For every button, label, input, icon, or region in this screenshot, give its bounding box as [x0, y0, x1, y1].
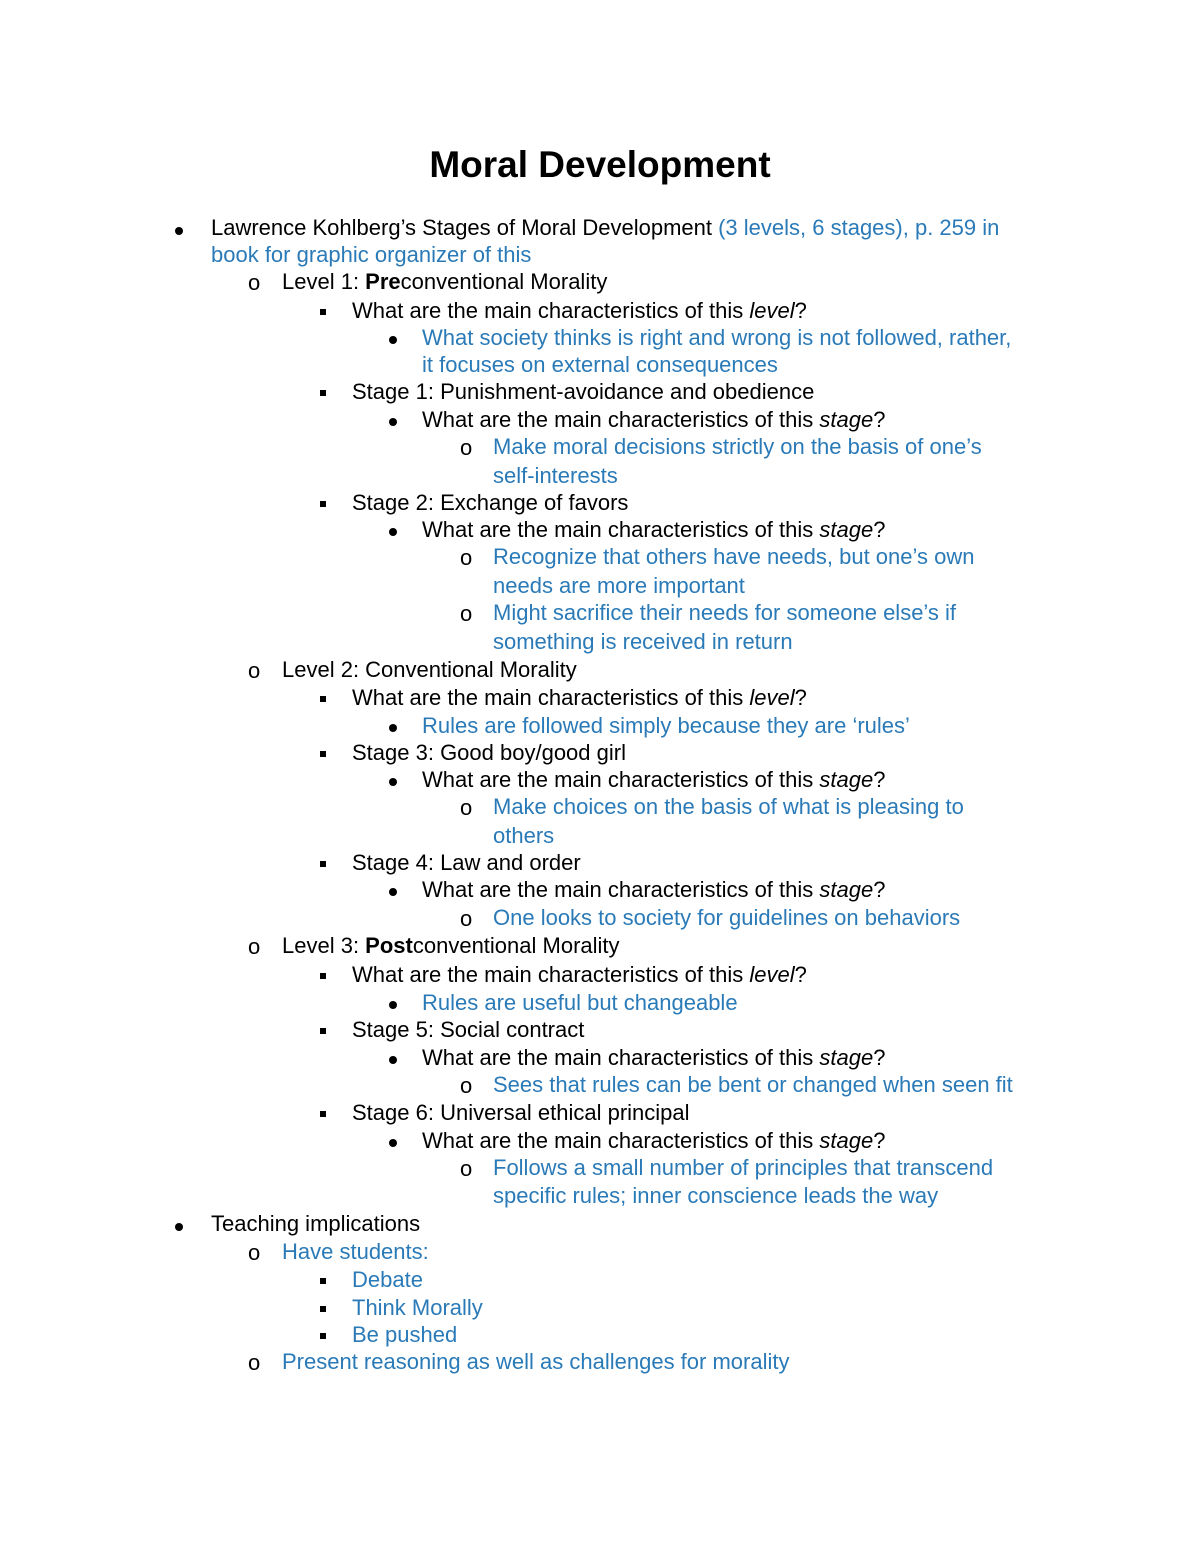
circle-bullet-icon: o	[460, 1073, 473, 1098]
level-2-question: What are the main characteristics of this level?	[352, 685, 807, 710]
level-1-answer: What society thinks is right and wrong is not followed, rather,	[422, 325, 1012, 350]
square-bullet-icon	[320, 739, 326, 767]
bullet-icon	[389, 406, 397, 434]
list-item	[211, 214, 999, 242]
stage-1-answer: Make moral decisions strictly on the basis of one’s	[493, 434, 982, 459]
present-reasoning: Present reasoning as well as challenges for morality	[282, 1349, 790, 1374]
circle-bullet-icon: o	[248, 658, 261, 683]
stage-2-answer-1: Recognize that others have needs, but one’s own	[493, 544, 975, 569]
stage-6-question: What are the main characteristics of this stage?	[422, 1128, 886, 1153]
circle-bullet-icon: o	[460, 435, 473, 460]
circle-bullet-icon: o	[460, 906, 473, 931]
bullet-icon	[389, 1127, 397, 1155]
stage-6-label: Stage 6: Universal ethical principal	[352, 1100, 690, 1125]
bullet-icon	[389, 766, 397, 794]
square-bullet-icon	[320, 684, 326, 712]
level-1-answer-cont: it focuses on external consequences	[422, 352, 778, 377]
circle-bullet-icon: o	[460, 795, 473, 820]
square-bullet-icon	[320, 1294, 326, 1322]
list-item: Debate	[352, 1267, 423, 1292]
stage-3-answer-cont: others	[493, 823, 555, 848]
stage-2-answer-1-cont: needs are more important	[493, 573, 745, 598]
have-students: Have students:	[282, 1239, 429, 1264]
level-3-label: Level 3: Postconventional Morality	[282, 933, 620, 958]
bullet-icon	[389, 1044, 397, 1072]
teaching-label: Teaching implications	[211, 1211, 421, 1236]
intro-note: (3 levels, 6 stages), p. 259 in	[718, 215, 1000, 240]
square-bullet-icon	[320, 489, 326, 517]
page-title: Moral Development	[429, 144, 771, 185]
stage-2-label: Stage 2: Exchange of favors	[352, 490, 629, 515]
bullet-icon	[389, 324, 397, 352]
list-item: Think Morally	[352, 1295, 483, 1320]
stage-1-question: What are the main characteristics of this stage?	[422, 407, 886, 432]
stage-6-answer: Follows a small number of principles that transcend	[493, 1155, 994, 1180]
circle-bullet-icon: o	[460, 601, 473, 626]
circle-bullet-icon: o	[248, 270, 261, 295]
stage-1-label: Stage 1: Punishment-avoidance and obedience	[352, 379, 815, 404]
circle-bullet-icon: o	[248, 934, 261, 959]
stage-3-answer: Make choices on the basis of what is pleasing to	[493, 794, 964, 819]
circle-bullet-icon: o	[460, 1156, 473, 1181]
square-bullet-icon	[320, 1016, 326, 1044]
bullet-icon	[389, 712, 397, 740]
circle-bullet-icon: o	[248, 1240, 261, 1265]
circle-bullet-icon: o	[248, 1350, 261, 1375]
bullet-icon	[175, 1211, 183, 1239]
square-bullet-icon	[320, 1266, 326, 1294]
intro-note-cont: book for graphic organizer of this	[211, 242, 532, 267]
stage-4-answer: One looks to society for guidelines on behaviors	[493, 905, 961, 930]
level-3-answer: Rules are useful but changeable	[422, 990, 738, 1015]
stage-2-answer-2-cont: something is received in return	[493, 629, 793, 654]
square-bullet-icon	[320, 961, 326, 989]
square-bullet-icon	[320, 297, 326, 325]
bullet-icon	[175, 215, 183, 243]
stage-1-answer-cont: self-interests	[493, 463, 618, 488]
stage-4-question: What are the main characteristics of this stage?	[422, 877, 886, 902]
stage-2-answer-2: Might sacrifice their needs for someone else’s if	[493, 600, 957, 625]
stage-6-answer-cont: specific rules; inner conscience leads the way	[493, 1183, 939, 1208]
square-bullet-icon	[320, 378, 326, 406]
bullet-icon	[389, 516, 397, 544]
bullet-icon	[389, 989, 397, 1017]
stage-3-question: What are the main characteristics of this stage?	[422, 767, 886, 792]
stage-2-question: What are the main characteristics of this stage?	[422, 517, 886, 542]
level-2-label: Level 2: Conventional Morality	[282, 657, 577, 682]
level-1-label: Level 1: Preconventional Morality	[282, 269, 608, 294]
bullet-icon	[389, 876, 397, 904]
square-bullet-icon	[320, 1321, 326, 1349]
level-1-question: What are the main characteristics of this level?	[352, 298, 807, 323]
level-3-question: What are the main characteristics of this level?	[352, 962, 807, 987]
level-2-answer: Rules are followed simply because they are ‘rules’	[422, 713, 910, 738]
intro-text: Lawrence Kohlberg’s Stages of Moral Development	[211, 215, 719, 240]
square-bullet-icon	[320, 849, 326, 877]
stage-5-label: Stage 5: Social contract	[352, 1017, 585, 1042]
square-bullet-icon	[320, 1099, 326, 1127]
stage-3-label: Stage 3: Good boy/good girl	[352, 740, 626, 765]
stage-5-question: What are the main characteristics of this stage?	[422, 1045, 886, 1070]
list-item: Be pushed	[352, 1322, 458, 1347]
stage-5-answer: Sees that rules can be bent or changed when seen fit	[493, 1072, 1013, 1097]
stage-4-label: Stage 4: Law and order	[352, 850, 581, 875]
circle-bullet-icon: o	[460, 545, 473, 570]
